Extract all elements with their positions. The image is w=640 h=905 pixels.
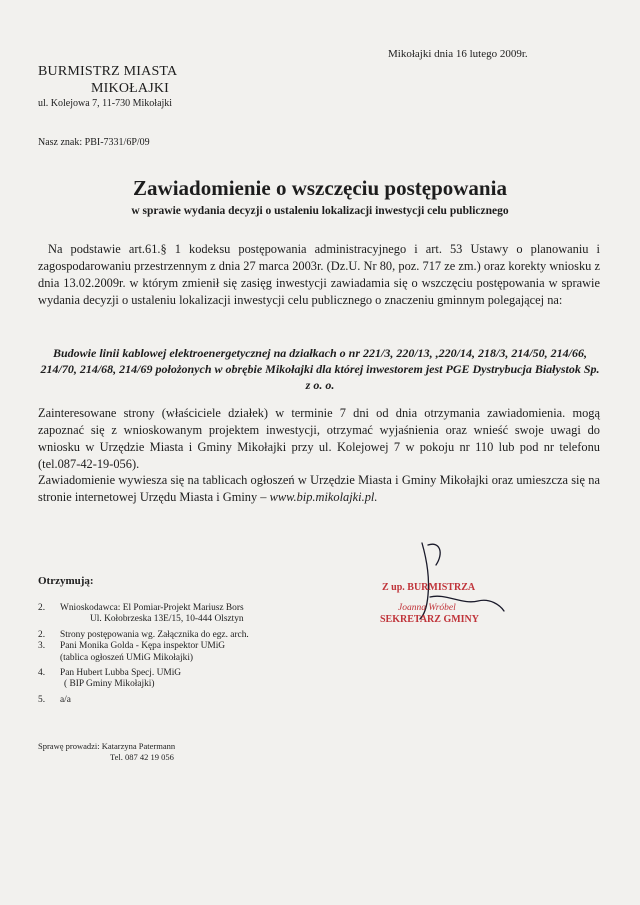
prepared-by: Sprawę prowadzi: Katarzyna Patermann <box>38 741 176 751</box>
list-item-text: Ul. Kołobrzeska 13E/15, 10-444 Olsztyn <box>90 614 244 625</box>
list-item-number: 4. <box>38 668 46 679</box>
list-item-number: 2. <box>38 629 46 640</box>
stamp-line-authority: Z up. BURMISTRZA <box>382 582 476 593</box>
office-city: MIKOŁAJKI <box>91 81 170 96</box>
office-address: ul. Kolejowa 7, 11-730 Mikołajki <box>38 98 173 109</box>
document-subtitle: w sprawie wydania decyzji o ustaleniu lokalizacji inwestycji celu publicznego <box>131 205 509 217</box>
list-item-text: Wnioskodawca: El Pomiar-Projekt Mariusz Bors <box>60 603 244 613</box>
website-link[interactable]: www.bip.mikolajki.pl. <box>269 490 378 504</box>
list-item-text: Strony postępowania wg. Załącznika do egz. arch. <box>60 629 249 640</box>
office-name: BURMISTRZ MIASTA <box>38 64 178 79</box>
recipients-heading: Otrzymują: <box>38 575 94 587</box>
list-item <box>38 695 249 706</box>
contact-phone: Tel. 087 42 19 056 <box>110 752 174 762</box>
list-item-number: 5. <box>38 694 46 705</box>
body-paragraph-parties: Zainteresowane strony (właściciele działek) w terminie 7 dni od dnia otrzymania zawiadomienia. mogą zapoznać się z wnioskowanym projektem inwestycji, otrzymać wyjaśnienia oraz wnieść swoje uwagi do wniosku w Urzędzie Miasta i Gminy Mikołajki przy ul. Kolejowej 7 w pokoju nr 110 lub pod nr telefonu (tel.087-42-19-056). <box>38 406 600 471</box>
list-item-text: ( BIP Gminy Mikołajki) <box>64 679 155 690</box>
list-item-number: 2. <box>38 603 46 613</box>
list-item <box>38 630 249 641</box>
letter-date: Mikołajki dnia 16 lutego 2009r. <box>388 48 528 60</box>
list-item <box>38 603 249 614</box>
document-title: Zawiadomienie o wszczęciu postępowania <box>133 176 507 200</box>
reference-number: Nasz znak: PBI-7331/6P/09 <box>38 137 150 148</box>
list-item <box>38 668 249 679</box>
body-paragraph-publication <box>38 472 600 506</box>
list-item-number: 3. <box>38 641 46 652</box>
recipients-list <box>38 603 249 706</box>
publication-text: Zawiadomienie wywiesza się na tablicach ogłoszeń w Urzędzie Miasta i Gminy Mikołajki oraz umieszcza się na stronie internetowej Urzędu Miasta i Gminy – <box>38 473 600 504</box>
list-item-text: a/a <box>60 694 71 705</box>
list-item-text: Pani Monika Golda - Kępa inspektor UMiG <box>60 641 226 652</box>
project-description: Budowie linii kablowej elektroenergetycznej na działkach o nr 221/3, 220/13, ,220/14, 218/3, 214/50, 214/66, 214/70, 214/68, 214/69 położonych w obrębie Mikołajki dla której inwestorem jest PGE Dystrybucja Białystok Sp. z o. o. <box>40 346 600 392</box>
list-item <box>38 641 249 652</box>
list-item-text: Pan Hubert Lubba Specj. UMiG <box>60 668 182 679</box>
stamp-line-position: SEKRETARZ GMINY <box>380 614 479 625</box>
list-item-text: (tablica ogłoszeń UMiG Mikołajki) <box>60 652 194 663</box>
stamp-line-name: Joanna Wróbel <box>398 603 456 613</box>
body-paragraph-legal-basis: Na podstawie art.61.§ 1 kodeksu postępowania administracyjnego i art. 53 Ustawy o planowaniu i zagospodarowaniu przestrzennym z dnia 27 marca 2003r. (Dz.U. Nr 80, poz. 717 ze zm.) oraz korekty wniosku z dnia 13.02.2009r. w którym zmienił się zasięg inwestycji zawiadamia się o wszczęciu postępowania w sprawie wydania decyzji o ustaleniu lokalizacji inwestycji celu publicznego o znaczeniu gminnym polegającej na: <box>38 242 600 307</box>
